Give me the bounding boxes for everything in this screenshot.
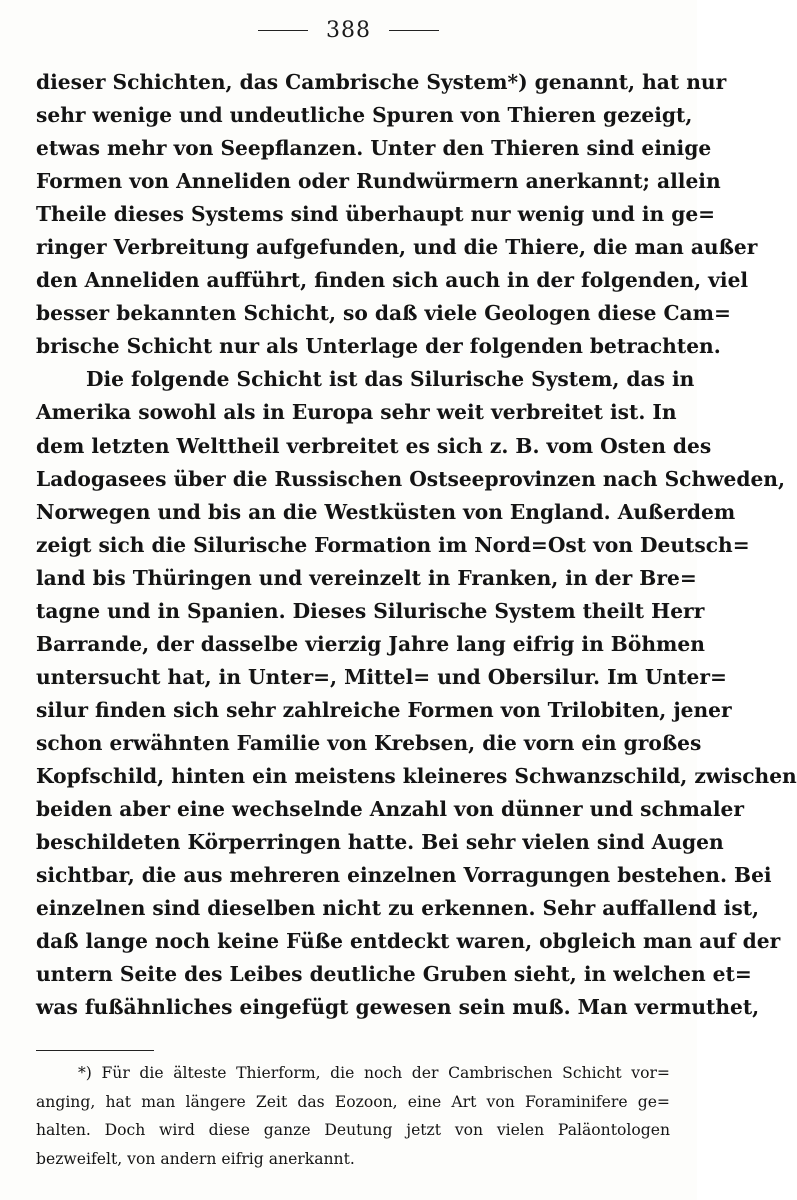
body-line: ringer Verbreitung aufgefunden, und die Thiere, die man außer [36, 235, 758, 260]
body-line: beiden aber eine wechselnde Anzahl von dünner und schmaler [36, 797, 745, 822]
page-header [0, 10, 697, 50]
body-line: land bis Thüringen und vereinzelt in Franken, in der Bre= [36, 565, 697, 590]
body-line: etwas mehr von Seepflanzen. Unter den Thieren sind einige [36, 136, 712, 161]
body-line: den Anneliden aufführt, finden sich auch in der folgenden, viel [36, 268, 749, 293]
body-line: besser bekannten Schicht, so daß viele Geologen diese Cam= [36, 301, 731, 326]
paragraph-start-line: Die folgende Schicht ist das Silurische System, das in [86, 367, 695, 392]
footnote-rule [36, 1050, 154, 1051]
footnote-line: halten. Doch wird diese ganze Deutung jetzt von vielen Paläontologen [36, 1121, 670, 1139]
body-line: beschildeten Körperringen hatte. Bei sehr vielen sind Augen [36, 830, 724, 855]
footnote-line: *) Für die älteste Thierform, die noch der Cambrischen Schicht vor= [78, 1064, 670, 1082]
body-text [36, 66, 797, 1024]
body-line: Theile dieses Systems sind überhaupt nur wenig und in ge= [36, 202, 716, 227]
body-line: Barrande, der dasselbe vierzig Jahre lang eifrig in Böhmen [36, 631, 705, 656]
body-line: Amerika sowohl als in Europa sehr weit verbreitet ist. In [36, 400, 677, 425]
header-rule-left [258, 30, 308, 31]
footnote-line: bezweifelt, von andern eifrig anerkannt. [36, 1149, 355, 1168]
body-line: tagne und in Spanien. Dieses Silurische System theilt Herr [36, 598, 705, 623]
page-number: 388 [326, 17, 371, 43]
body-line: daß lange noch keine Füße entdeckt waren, obgleich man auf der [36, 929, 781, 954]
body-line: untern Seite des Leibes deutliche Gruben sieht, in welchen et= [36, 962, 752, 987]
body-line: untersucht hat, in Unter=, Mittel= und Obersilur. Im Unter= [36, 664, 727, 689]
body-line: was fußähnliches eingefügt gewesen sein muß. Man vermuthet, [36, 995, 760, 1020]
body-line: silur finden sich sehr zahlreiche Formen von Trilobiten, jener [36, 697, 732, 722]
body-line: dem letzten Welttheil verbreitet es sich z. B. vom Osten des [36, 433, 712, 458]
body-line: Formen von Anneliden oder Rundwürmern anerkannt; allein [36, 169, 721, 194]
body-line: zeigt sich die Silurische Formation im Nord=Ost von Deutsch= [36, 532, 750, 557]
body-line: brische Schicht nur als Unterlage der folgenden betrachten. [36, 334, 721, 359]
body-line: einzelnen sind dieselben nicht zu erkennen. Sehr auffallend ist, [36, 896, 760, 921]
body-line: sehr wenige und undeutliche Spuren von Thieren gezeigt, [36, 103, 693, 128]
body-line: dieser Schichten, das Cambrische System*) genannt, hat nur [36, 70, 727, 94]
body-line: Norwegen und bis an die Westküsten von England. Außerdem [36, 499, 736, 524]
footnote-line: anging, hat man längere Zeit das Eozoon, eine Art von Foraminifere ge= [36, 1092, 670, 1111]
body-line: schon erwähnten Familie von Krebsen, die vorn ein großes [36, 730, 702, 755]
footnote [36, 1059, 670, 1173]
body-line: Kopfschild, hinten ein meistens kleineres Schwanzschild, zwischen [36, 763, 797, 788]
body-line: Ladogasees über die Russischen Ostseeprovinzen nach Schweden, [36, 466, 786, 491]
header-rule-right [389, 30, 439, 31]
body-line: sichtbar, die aus mehreren einzelnen Vorragungen bestehen. Bei [36, 863, 772, 888]
